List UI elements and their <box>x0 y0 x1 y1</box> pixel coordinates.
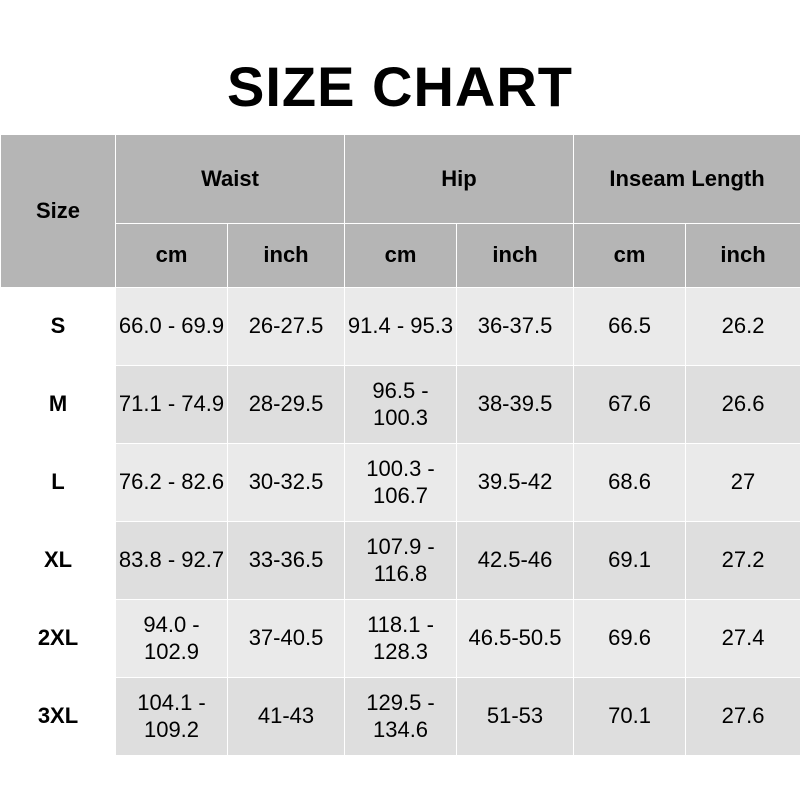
cell-inseam-inch: 27 <box>686 443 800 521</box>
cell-hip-inch: 42.5-46 <box>457 521 574 599</box>
cell-size: S <box>1 287 116 365</box>
cell-hip-cm: 100.3 - 106.7 <box>345 443 457 521</box>
table-row <box>1 677 800 755</box>
table-row <box>1 443 800 521</box>
cell-inseam-inch: 26.2 <box>686 287 800 365</box>
cell-hip-inch: 51-53 <box>457 677 574 755</box>
cell-inseam-cm: 66.5 <box>574 287 686 365</box>
cell-size: XL <box>1 521 116 599</box>
table-row <box>1 599 800 677</box>
header-hip: Hip <box>345 134 574 223</box>
cell-hip-cm: 91.4 - 95.3 <box>345 287 457 365</box>
cell-inseam-cm: 68.6 <box>574 443 686 521</box>
page-title: SIZE CHART <box>227 55 573 118</box>
cell-waist-inch: 30-32.5 <box>228 443 345 521</box>
cell-waist-cm: 71.1 - 74.9 <box>116 365 228 443</box>
header-waist: Waist <box>116 134 345 223</box>
cell-hip-cm: 118.1 - 128.3 <box>345 599 457 677</box>
cell-inseam-inch: 27.2 <box>686 521 800 599</box>
header-inseam-inch: inch <box>686 223 800 287</box>
cell-waist-inch: 28-29.5 <box>228 365 345 443</box>
header-hip-cm: cm <box>345 223 457 287</box>
cell-inseam-inch: 27.6 <box>686 677 800 755</box>
cell-hip-cm: 96.5 - 100.3 <box>345 365 457 443</box>
table-body <box>1 287 800 755</box>
table-row <box>1 365 800 443</box>
cell-waist-cm: 94.0 - 102.9 <box>116 599 228 677</box>
header-row-groups <box>1 134 800 223</box>
cell-waist-cm: 83.8 - 92.7 <box>116 521 228 599</box>
cell-inseam-inch: 26.6 <box>686 365 800 443</box>
cell-hip-inch: 39.5-42 <box>457 443 574 521</box>
cell-waist-inch: 33-36.5 <box>228 521 345 599</box>
cell-inseam-cm: 69.1 <box>574 521 686 599</box>
table-header <box>1 134 800 287</box>
cell-size: 2XL <box>1 599 116 677</box>
cell-hip-cm: 107.9 - 116.8 <box>345 521 457 599</box>
header-waist-inch: inch <box>228 223 345 287</box>
table-row <box>1 287 800 365</box>
header-size: Size <box>1 134 116 287</box>
cell-waist-inch: 26-27.5 <box>228 287 345 365</box>
cell-hip-inch: 38-39.5 <box>457 365 574 443</box>
table-row <box>1 521 800 599</box>
cell-hip-cm: 129.5 - 134.6 <box>345 677 457 755</box>
header-hip-inch: inch <box>457 223 574 287</box>
cell-hip-inch: 36-37.5 <box>457 287 574 365</box>
cell-inseam-cm: 70.1 <box>574 677 686 755</box>
cell-waist-cm: 104.1 - 109.2 <box>116 677 228 755</box>
cell-size: L <box>1 443 116 521</box>
size-chart-table <box>0 134 800 756</box>
cell-inseam-cm: 69.6 <box>574 599 686 677</box>
cell-waist-inch: 41-43 <box>228 677 345 755</box>
cell-inseam-cm: 67.6 <box>574 365 686 443</box>
header-row-units <box>1 223 800 287</box>
header-inseam-cm: cm <box>574 223 686 287</box>
cell-size: M <box>1 365 116 443</box>
cell-hip-inch: 46.5-50.5 <box>457 599 574 677</box>
cell-waist-inch: 37-40.5 <box>228 599 345 677</box>
cell-waist-cm: 66.0 - 69.9 <box>116 287 228 365</box>
cell-size: 3XL <box>1 677 116 755</box>
cell-waist-cm: 76.2 - 82.6 <box>116 443 228 521</box>
header-inseam-length: Inseam Length <box>574 134 800 223</box>
header-waist-cm: cm <box>116 223 228 287</box>
cell-inseam-inch: 27.4 <box>686 599 800 677</box>
